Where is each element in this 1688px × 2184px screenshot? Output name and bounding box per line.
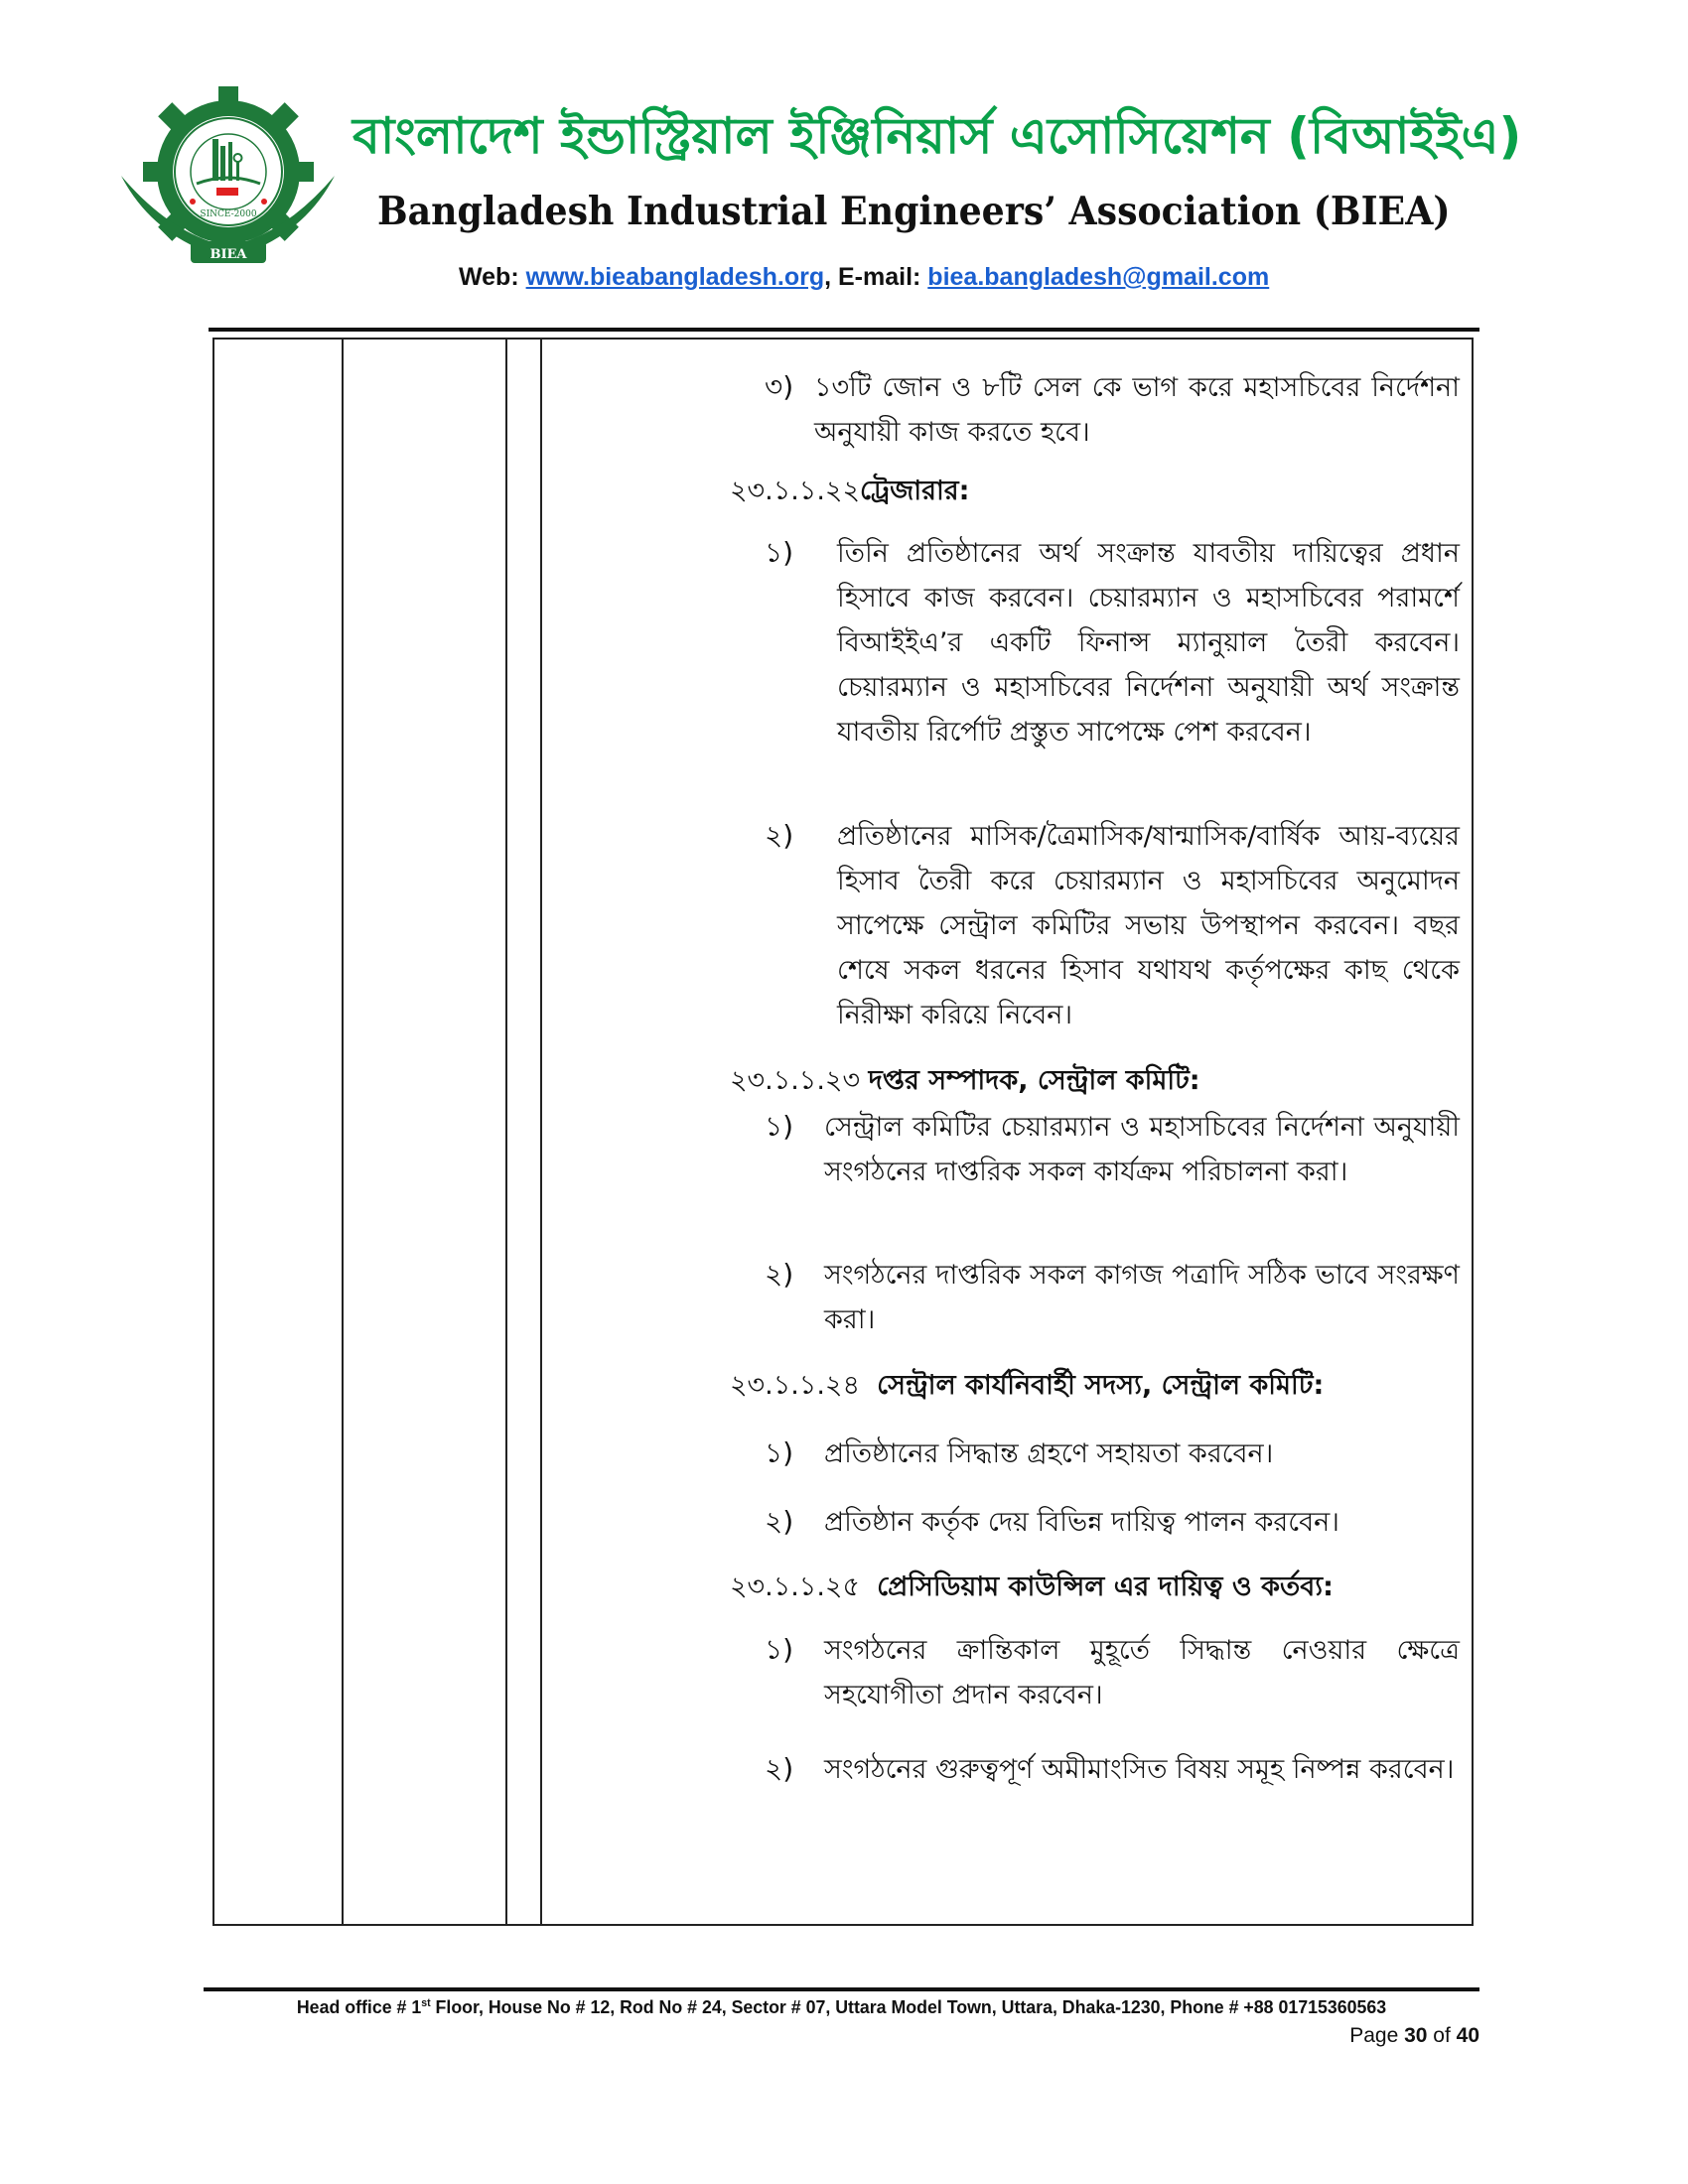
item-text: প্রতিষ্ঠানের সিদ্ধান্ত গ্রহণে সহায়তা করবেন। — [824, 1438, 1274, 1469]
footer-divider — [204, 1987, 1479, 1991]
section-heading — [730, 1365, 1324, 1410]
item-number: ২) — [765, 1752, 794, 1785]
contact-line — [459, 263, 1269, 292]
item-number: ২) — [765, 819, 794, 852]
section-heading — [730, 1060, 1200, 1105]
item-text: প্রতিষ্ঠানের মাসিক/ত্রৈমাসিক/ষান্মাসিক/বার্ষিক আয়-ব্যয়ের হিসাব তৈরী করে চেয়ারম্যান ও মহাসচিবের অনুমোদন সাপেক্ষে সেন্ট্রাল কমিটির সভায় উপস্থাপন করবেন। বছর শেষে সকল ধরনের হিসাব যথাযথ কর্তৃপক্ষের কাছ থেকে নিরীক্ষা করিয়ে নিবেন। — [837, 821, 1460, 1030]
item-number: ২) — [765, 1505, 794, 1538]
header-divider — [209, 328, 1479, 332]
item-number: ১) — [765, 1110, 794, 1143]
table-column-divider — [540, 340, 542, 1924]
address-part: Head office # 1 — [296, 1996, 422, 2017]
item-number: ৩) — [765, 370, 794, 403]
address-part: Floor, House No # 12, Rod No # 24, Sector # 07, Uttara Model Town, Uttara, Dhaka-1230, Phone # +88 01715360563 — [430, 1996, 1387, 2017]
footer-address — [229, 1996, 1455, 2018]
biea-logo — [121, 84, 335, 273]
section-number: ২৩.১.১.২২ — [730, 476, 861, 506]
web-label: Web: — [459, 263, 526, 291]
item-number: ২) — [765, 1258, 794, 1291]
page-label: Page — [1349, 2024, 1405, 2047]
table-column-divider — [342, 340, 344, 1924]
item-number: ১) — [765, 1436, 794, 1469]
item-text: ১৩টি জোন ও ৮টি সেল কে ভাগ করে মহাসচিবের নির্দেশনা অনুযায়ী কাজ করতে হবে। — [814, 372, 1460, 448]
section-heading — [730, 471, 969, 515]
email-link[interactable]: biea.bangladesh@gmail.com — [927, 263, 1270, 291]
org-title-english: Bangladesh Industrial Engineers’ Association (BIEA) — [377, 189, 1451, 234]
org-title-bangla: বাংলাদেশ ইন্ডাস্ট্রিয়াল ইঞ্জিনিয়ার্স এসোসিয়েশন (বিআইইএ) — [352, 107, 1522, 165]
address-superscript: st — [421, 1996, 431, 2009]
page-total: 40 — [1456, 2024, 1479, 2047]
item-text: সংগঠনের গুরুত্বপূর্ণ অমীমাংসিত বিষয় সমূহ নিষ্পন্ন করবেন। — [824, 1754, 1455, 1785]
item-text: প্রতিষ্ঠান কর্তৃক দেয় বিভিন্ন দায়িত্ব পালন করবেন। — [824, 1507, 1339, 1538]
section-number: ২৩.১.১.২৩ — [730, 1065, 861, 1096]
item-number: ১) — [765, 536, 794, 569]
item-text: সংগঠনের ক্রান্তিকাল মুহূর্তে সিদ্ধান্ত নেওয়ার ক্ষেত্রে সহযোগীতা প্রদান করবেন। — [824, 1635, 1460, 1710]
section-title: সেন্ট্রাল কার্যনিবার্হী সদস্য, সেন্ট্রাল কমিটি: — [877, 1370, 1325, 1401]
section-title: দপ্তর সম্পাদক, সেন্ট্রাল কমিটি: — [868, 1065, 1200, 1096]
section-title: প্রেসিডিয়াম কাউন্সিল এর দায়িত্ব ও কর্তব্য: — [877, 1571, 1334, 1602]
section-number: ২৩.১.১.২৪ — [730, 1370, 860, 1401]
item-text: সংগঠনের দাপ্তরিক সকল কাগজ পত্রাদি সঠিক ভাবে সংরক্ষণ করা। — [824, 1260, 1460, 1335]
email-label: , E-mail: — [824, 263, 928, 291]
table-column-divider — [505, 340, 507, 1924]
website-link[interactable]: www.bieabangladesh.org — [525, 263, 825, 291]
page-current: 30 — [1404, 2024, 1428, 2047]
item-text: সেন্ট্রাল কমিটির চেয়ারম্যান ও মহাসচিবের নির্দেশনা অনুযায়ী সংগঠনের দাপ্তরিক সকল কার্যক্রম পরিচালনা করা। — [824, 1112, 1460, 1187]
logo-since-text: SINCE-2000 — [200, 209, 257, 219]
section-number: ২৩.১.১.২৫ — [730, 1571, 860, 1602]
section-title: ট্রেজারার: — [860, 476, 970, 506]
page-of: of — [1427, 2024, 1457, 2047]
item-number: ১) — [765, 1633, 794, 1666]
logo-ribbon-text: BIEA — [210, 247, 247, 262]
section-heading — [730, 1567, 1334, 1611]
page-number — [1349, 2024, 1479, 2048]
item-text: তিনি প্রতিষ্ঠানের অর্থ সংক্রান্ত যাবতীয় দায়িত্বের প্রধান হিসাবে কাজ করবেন। চেয়ারম্যান ও মহাসচিবের পরামর্শে বিআইইএ’র একটি ফিনান্স ম্যানুয়াল তৈরী করবেন। চেয়ারম্যান ও মহাসচিবের নির্দেশনা অনুযায়ী অর্থ সংক্রান্ত যাবতীয় রির্পোট প্রস্তুত সাপেক্ষে পেশ করবেন। — [837, 538, 1460, 748]
